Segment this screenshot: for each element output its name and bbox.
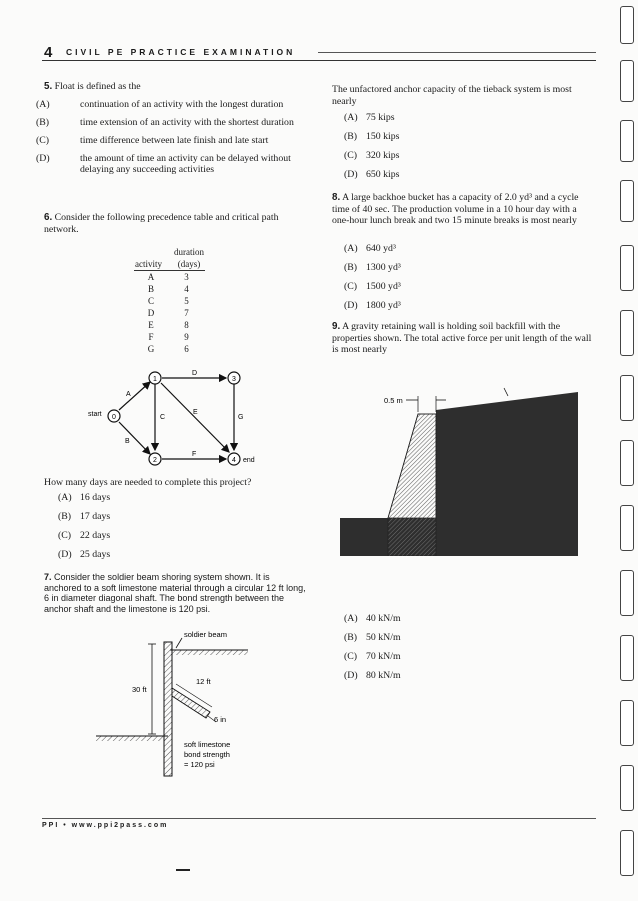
question-number: 5.: [44, 81, 53, 92]
q9-options: [344, 613, 592, 681]
edge-B: [119, 422, 150, 454]
critical-path-network: [80, 362, 280, 474]
question-number: 9.: [332, 321, 341, 332]
question-6: [44, 212, 306, 235]
foundation-soil: [340, 518, 578, 556]
edge-label: E: [193, 409, 198, 416]
question-number: 6.: [44, 212, 53, 223]
page-mark: [176, 869, 190, 871]
beam-label: soldier beam: [184, 630, 227, 639]
answer-option[interactable]: (B) 1300 yd³: [344, 262, 401, 273]
question-stem: Float is defined as the: [54, 81, 141, 92]
answer-option[interactable]: (A) 75 kips: [344, 112, 395, 123]
answer-option[interactable]: (B) time extension of an activity with the shortest duration: [36, 117, 294, 128]
diameter-label: 6 in: [214, 715, 227, 724]
q6-options: [58, 492, 306, 560]
answer-option[interactable]: (A) 40 kN/m: [344, 613, 401, 624]
edge-label: F: [192, 451, 197, 458]
node-label: 4: [232, 457, 236, 464]
answer-option[interactable]: (C) 320 kips: [344, 150, 400, 161]
question-stem: A large backhoe bucket has a capacity of 2.0 yd³ and a cycle time of 40 sec. The production volume in a 10 hour day with a one-hour lunch break and two 15 minute breaks is most nearly: [332, 192, 579, 226]
answer-option[interactable]: (B) 50 kN/m: [344, 632, 401, 643]
table-row: A 3: [147, 272, 189, 282]
question-number: 8.: [332, 192, 341, 203]
table-row: B 4: [147, 284, 189, 294]
table-row: G 6: [147, 344, 189, 354]
answer-option[interactable]: (D) the amount of time an activity can be delayed without delaying any succeeding activities: [36, 153, 291, 175]
footer-rule: [42, 818, 596, 819]
precedence-table: [134, 246, 205, 355]
answer-option[interactable]: (C) 70 kN/m: [344, 651, 401, 662]
q6-question: How many days are needed to complete this project?: [44, 477, 252, 488]
node-label: 2: [153, 457, 157, 464]
question-number: 7.: [44, 572, 52, 582]
note-line-3: = 120 psi: [184, 760, 215, 769]
node-label: 0: [112, 414, 116, 421]
answer-option[interactable]: (B) 150 kips: [344, 131, 400, 142]
answer-option[interactable]: (C) 22 days: [58, 530, 111, 541]
answer-option[interactable]: (C) 1500 yd³: [344, 281, 401, 292]
end-label: end: [243, 457, 255, 464]
q5-options: [36, 99, 306, 175]
question-5: [44, 81, 306, 93]
retaining-wall-figure: [340, 384, 578, 556]
answer-option[interactable]: (A) 16 days: [58, 492, 111, 503]
answer-option[interactable]: (B) 17 days: [58, 511, 111, 522]
answer-option[interactable]: (D) 25 days: [58, 549, 111, 560]
answer-option[interactable]: (D) 650 kips: [344, 169, 400, 180]
table-row: C 5: [147, 296, 189, 306]
answer-option[interactable]: (A) 640 yd³: [344, 243, 396, 254]
table-row: F 9: [148, 332, 189, 342]
node-label: 1: [153, 376, 157, 383]
table-header-activity: activity: [135, 259, 162, 269]
edge-label: A: [126, 391, 131, 398]
soldier-beam-figure: [90, 628, 260, 780]
header-rule: [42, 60, 596, 61]
footer-text: PPI • www.ppi2pass.com: [42, 822, 169, 829]
answer-option[interactable]: (C) time difference between late finish and late start: [36, 135, 269, 146]
table-row: E 8: [148, 320, 189, 330]
table-row: D 7: [147, 308, 189, 318]
q7-options: [344, 112, 592, 180]
edge-E: [161, 383, 229, 452]
node-label: 3: [232, 376, 236, 383]
answer-option[interactable]: (A) continuation of an activity with the longest duration: [36, 99, 284, 110]
question-stem: Consider the soldier beam shoring system shown. It is anchored to a soft limestone material through a circular 12 ft long, 6 in diameter diagonal shaft. The bond strength between the anchor shaft and the limestone is 120 psi.: [44, 572, 306, 614]
page-number: 4: [44, 44, 53, 61]
start-label: start: [88, 411, 102, 418]
q7-question: The unfactored anchor capacity of the tieback system is most nearly: [332, 84, 572, 107]
edge-label: C: [160, 414, 166, 421]
note-line-2: bond strength: [184, 750, 230, 759]
top-width-label: 0.5 m: [384, 396, 403, 405]
edge-label: G: [238, 414, 244, 421]
question-stem: A gravity retaining wall is holding soil backfill with the properties shown. The total active force per unit length of the wall is most nearly: [332, 321, 592, 355]
header-rule-top: [318, 52, 596, 53]
question-stem: Consider the following precedence table and critical path network.: [44, 212, 279, 235]
length-label: 12 ft: [196, 677, 211, 686]
question-8: [332, 192, 594, 227]
question-9: [332, 321, 594, 356]
running-title: CIVIL PE PRACTICE EXAMINATION: [66, 47, 296, 57]
q8-options: [344, 243, 592, 311]
table-header-duration: duration: [174, 247, 204, 257]
edge-label: B: [125, 438, 130, 445]
answer-option[interactable]: (D) 80 kN/m: [344, 670, 401, 681]
edge-label: D: [192, 370, 198, 377]
note-line-1: soft limestone: [184, 740, 231, 749]
answer-option[interactable]: (D) 1800 yd³: [344, 300, 401, 311]
edge-A: [119, 382, 150, 410]
depth-label: 30 ft: [132, 685, 147, 694]
question-7: [44, 572, 306, 614]
table-header-days: (days): [177, 259, 201, 269]
binder-tabs: [618, 0, 638, 901]
